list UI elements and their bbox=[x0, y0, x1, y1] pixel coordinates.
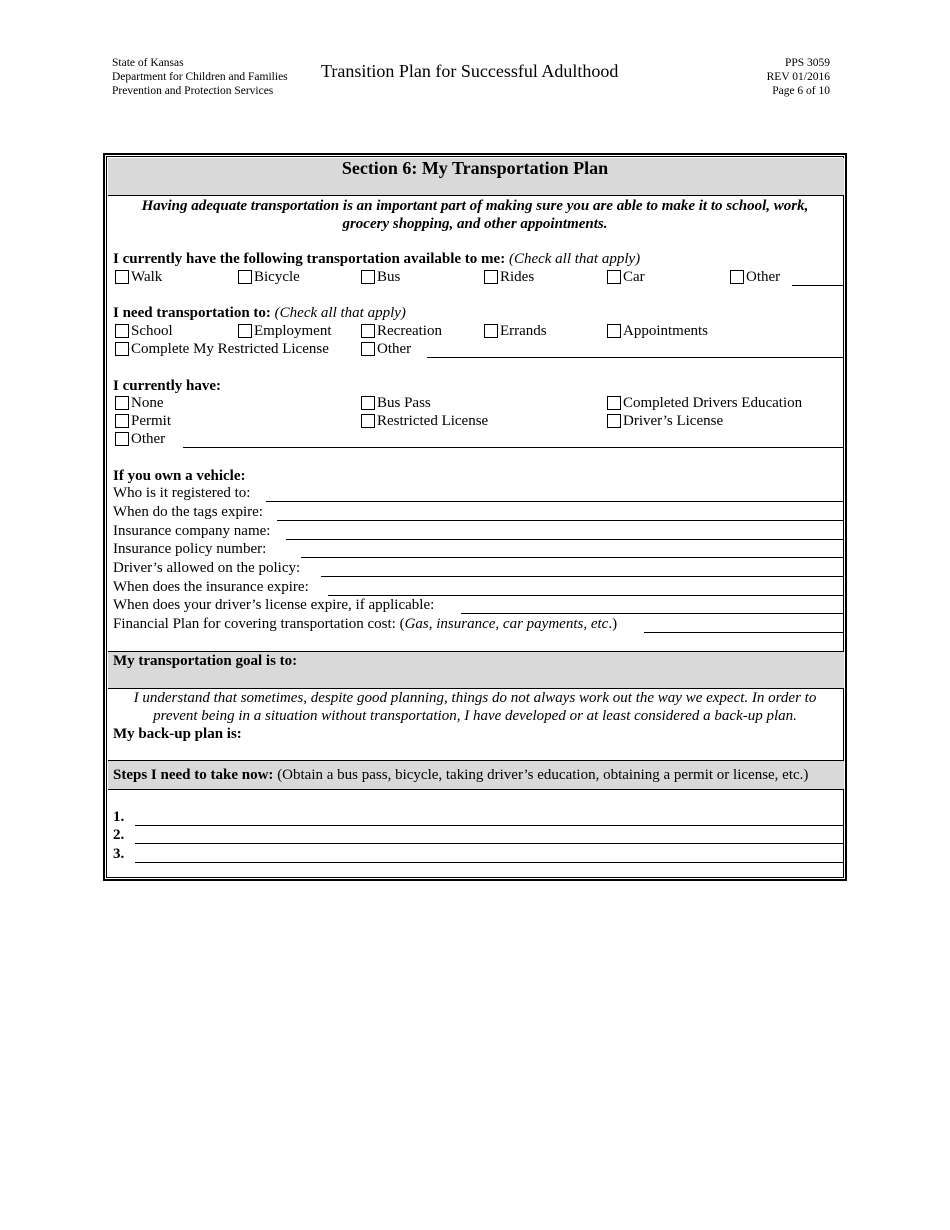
car-checkbox[interactable] bbox=[607, 270, 621, 284]
have-restricted-license-checkbox[interactable] bbox=[361, 414, 375, 428]
walk-checkbox[interactable] bbox=[115, 270, 129, 284]
financial-plan-input[interactable] bbox=[644, 632, 844, 633]
restricted-license-checkbox[interactable] bbox=[115, 342, 129, 356]
financial-plan-label: Financial Plan for covering transportation cost: (Gas, insurance, car payments, etc.) bbox=[113, 616, 618, 632]
document-title: Transition Plan for Successful Adulthood bbox=[321, 61, 619, 81]
employment-checkbox[interactable] bbox=[238, 324, 252, 338]
other-have-checkbox[interactable] bbox=[115, 432, 129, 446]
bus-pass-checkbox[interactable] bbox=[361, 396, 375, 410]
recreation-checkbox[interactable] bbox=[361, 324, 375, 338]
divider bbox=[108, 195, 844, 196]
drivers-license-checkbox[interactable] bbox=[607, 414, 621, 428]
step-number-2: 2. bbox=[113, 827, 125, 843]
backup-text-line-1: I understand that sometimes, despite good planning, things do not always work out the way we expect. In order to bbox=[133, 690, 817, 706]
backup-text-line-2: prevent being in a situation without transportation, I have developed or at least considered a back-up plan. bbox=[153, 708, 797, 724]
agency-block bbox=[112, 56, 288, 98]
drivers-license-label: Driver’s License bbox=[623, 413, 724, 429]
registered-to-input[interactable] bbox=[266, 501, 844, 502]
intro-line-1: Having adequate transportation is an important part of making sure you are able to make it to school, work, bbox=[141, 198, 809, 214]
appointments-label: Appointments bbox=[623, 323, 708, 339]
transportation-plan-form bbox=[103, 153, 847, 881]
agency-line-1: State of Kansas bbox=[112, 57, 184, 69]
other-have-input[interactable] bbox=[183, 447, 844, 448]
form-revision: REV 01/2016 bbox=[766, 71, 830, 83]
tags-expire-input[interactable] bbox=[277, 520, 844, 521]
drivers-ed-label: Completed Drivers Education bbox=[623, 395, 803, 411]
step-3-input[interactable] bbox=[135, 862, 844, 863]
drivers-ed-checkbox[interactable] bbox=[607, 396, 621, 410]
restricted-license-label: Complete My Restricted License bbox=[131, 341, 329, 357]
recreation-label: Recreation bbox=[377, 323, 442, 339]
license-expire-label: When does your driver’s license expire, if applicable: bbox=[113, 597, 435, 613]
other-transport-checkbox[interactable] bbox=[730, 270, 744, 284]
appointments-checkbox[interactable] bbox=[607, 324, 621, 338]
form-info-block bbox=[767, 56, 830, 98]
errands-checkbox[interactable] bbox=[484, 324, 498, 338]
section-title: Section 6: My Transportation Plan bbox=[341, 158, 609, 178]
errands-label: Errands bbox=[500, 323, 547, 339]
other-need-label: Other bbox=[377, 341, 412, 357]
rides-label: Rides bbox=[500, 269, 535, 285]
backup-label: My back-up plan is: bbox=[113, 726, 242, 742]
vehicle-heading: If you own a vehicle: bbox=[113, 468, 246, 484]
insurance-company-label: Insurance company name: bbox=[113, 523, 271, 539]
insurance-expire-label: When does the insurance expire: bbox=[113, 579, 309, 595]
policy-number-input[interactable] bbox=[301, 557, 844, 558]
available-hint: (Check all that apply) bbox=[508, 251, 641, 267]
none-checkbox[interactable] bbox=[115, 396, 129, 410]
have-restricted-license-label: Restricted License bbox=[377, 413, 489, 429]
policy-number-label: Insurance policy number: bbox=[113, 541, 267, 557]
page-number: Page 6 of 10 bbox=[772, 85, 830, 97]
bicycle-label: Bicycle bbox=[254, 269, 300, 285]
tags-expire-label: When do the tags expire: bbox=[113, 504, 263, 520]
step-number-1: 1. bbox=[113, 809, 125, 825]
other-need-checkbox[interactable] bbox=[361, 342, 375, 356]
drivers-on-policy-label: Driver’s allowed on the policy: bbox=[113, 560, 301, 576]
school-label: School bbox=[131, 323, 173, 339]
other-transport-input[interactable] bbox=[792, 285, 844, 286]
insurance-company-input[interactable] bbox=[286, 539, 844, 540]
form-number: PPS 3059 bbox=[784, 57, 830, 69]
step-number-3: 3. bbox=[113, 846, 125, 862]
permit-checkbox[interactable] bbox=[115, 414, 129, 428]
need-heading-row bbox=[113, 304, 406, 322]
steps-hint: (Obtain a bus pass, bicycle, taking driver’s education, obtaining a permit or license, etc.) bbox=[277, 767, 809, 783]
car-label: Car bbox=[623, 269, 645, 285]
divider bbox=[108, 789, 844, 790]
step-1-input[interactable] bbox=[135, 825, 844, 826]
agency-line-3: Prevention and Protection Services bbox=[112, 85, 274, 97]
have-heading: I currently have: bbox=[113, 378, 222, 394]
drivers-on-policy-input[interactable] bbox=[321, 576, 844, 577]
other-transport-label: Other bbox=[746, 269, 781, 285]
intro-line-2: grocery shopping, and other appointments. bbox=[342, 216, 608, 232]
step-2-input[interactable] bbox=[135, 843, 844, 844]
none-label: None bbox=[131, 395, 164, 411]
steps-label: Steps I need to take now: bbox=[113, 767, 274, 783]
other-have-label: Other bbox=[131, 431, 166, 447]
other-need-input[interactable] bbox=[427, 357, 844, 358]
bus-label: Bus bbox=[377, 269, 401, 285]
agency-line-2: Department for Children and Families bbox=[112, 71, 288, 83]
goal-label: My transportation goal is to: bbox=[113, 653, 298, 669]
available-heading-row bbox=[113, 250, 640, 268]
need-hint: (Check all that apply) bbox=[274, 305, 406, 321]
walk-label: Walk bbox=[131, 269, 163, 285]
bicycle-checkbox[interactable] bbox=[238, 270, 252, 284]
steps-heading bbox=[113, 766, 808, 784]
bus-pass-label: Bus Pass bbox=[377, 395, 431, 411]
license-expire-input[interactable] bbox=[461, 613, 844, 614]
school-checkbox[interactable] bbox=[115, 324, 129, 338]
need-heading: I need transportation to: bbox=[113, 305, 271, 321]
available-heading: I currently have the following transportation available to me: bbox=[113, 251, 506, 267]
rides-checkbox[interactable] bbox=[484, 270, 498, 284]
registered-to-label: Who is it registered to: bbox=[113, 485, 251, 501]
employment-label: Employment bbox=[254, 323, 332, 339]
bus-checkbox[interactable] bbox=[361, 270, 375, 284]
permit-label: Permit bbox=[131, 413, 171, 429]
